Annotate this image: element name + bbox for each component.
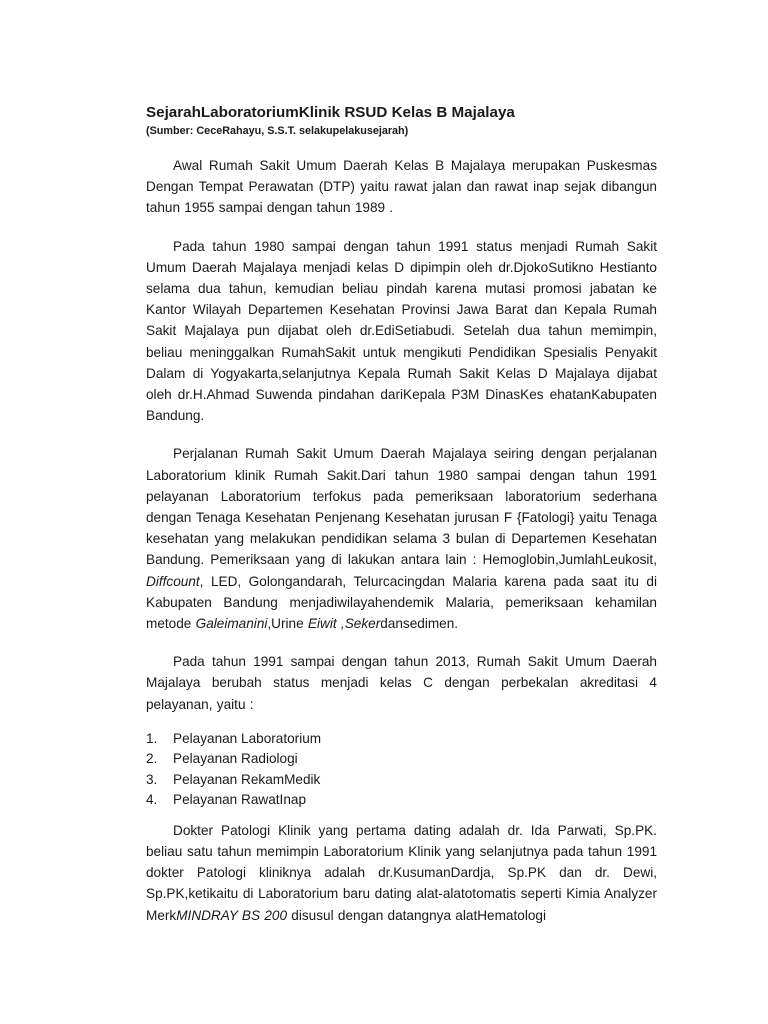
list-item-text: Pelayanan RawatInap <box>173 792 307 808</box>
paragraph-5 <box>146 820 657 926</box>
paragraph-3-text-1: Perjalanan Rumah Sakit Umum Daerah Majalaya seiring dengan perjalanan Laboratorium klinik Rumah Sakit.Dari tahun 1980 sampai dengan tahun 1991 pelayanan Laboratorium terfokus pada pemeriksaan laboratorium sederhana dengan Tenaga Kesehatan Penjenang Kesehatan jurusan F {Fatologi} yaitu Tenaga kesehatan yang melakukan pendidikan selama 3 bulan di Departemen Kesehatan Bandung. Pemeriksaan yang di lakukan antara lain : Hemoglobin,JumlahLeukosit, <box>146 446 657 568</box>
paragraph-3-text-4: dansedimen. <box>380 616 459 632</box>
paragraph-4: Pada tahun 1991 sampai dengan tahun 2013, Rumah Sakit Umum Daerah Majalaya berubah status menjadi kelas C dengan perbekalan akreditasi 4 pelayanan, yaitu : <box>146 654 657 712</box>
list-item-number: 1. <box>146 730 158 746</box>
paragraph-3-italic-2: Galeimanini <box>195 616 268 632</box>
services-list <box>146 729 657 811</box>
document-title: SejarahLaboratoriumKlinik RSUD Kelas B Majalaya <box>146 104 515 121</box>
paragraph-1: Awal Rumah Sakit Umum Daerah Kelas B Majalaya merupakan Puskesmas Dengan Tempat Perawatan (DTP) yaitu rawat jalan dan rawat inap sejak dibangun tahun 1955 sampai dengan tahun 1989 . <box>146 158 657 216</box>
paragraph-3-text-2: , LED, Golongandarah, Telurcacingdan Malaria karena pada saat itu di Kabupaten Bandung menjadiwilayahendemik Malaria, pemeriksaan kehamilan metode <box>146 573 657 632</box>
list-item-text: Pelayanan Radiologi <box>173 751 298 767</box>
list-item <box>146 770 657 791</box>
paragraph-5-italic-1: MINDRAY BS 200 <box>176 907 288 923</box>
paragraph-5-text-1: Dokter Patologi Klinik yang pertama dating adalah dr. Ida Parwati, Sp.PK. beliau satu tahun memimpin Laboratorium Klinik yang selanjutnya pada tahun 1991 dokter Patologi kliniknya adalah dr.KusumanDardja, Sp.PK dan dr. Dewi, Sp.PK,ketikaitu di Laboratorium baru dating alat-alatotomatis seperti Kimia Analyzer Merk <box>146 822 657 923</box>
paragraph-3 <box>146 443 657 634</box>
list-item <box>146 729 657 750</box>
list-item <box>146 790 657 811</box>
paragraph-3-italic-1: Diffcount <box>146 573 200 589</box>
list-item-text: Pelayanan Laboratorium <box>173 730 322 746</box>
list-item-number: 2. <box>146 751 158 767</box>
list-item-number: 4. <box>146 792 158 808</box>
document-source: (Sumber: CeceRahayu, S.S.T. selakupelakusejarah) <box>146 125 409 137</box>
list-item-number: 3. <box>146 771 158 787</box>
paragraph-3-italic-3: Eiwit ,Seker <box>307 616 381 632</box>
paragraph-5-text-2: disusul dengan datangnya alatHematologi <box>287 907 546 923</box>
list-item <box>146 749 657 770</box>
list-item-text: Pelayanan RekamMedik <box>173 771 321 787</box>
paragraph-3-text-3: ,Urine <box>267 616 308 632</box>
paragraph-2: Pada tahun 1980 sampai dengan tahun 1991 status menjadi Rumah Sakit Umum Daerah Majalaya menjadi kelas D dipimpin oleh dr.DjokoSutikno Hestianto selama dua tahun, kemudian beliau pindah karena mutasi promosi jabatan ke Kantor Wilayah Departemen Kesehatan Provinsi Jawa Barat dan Kepala Rumah Sakit Majalaya pun dijabat oleh dr.EdiSetiabudi. Setelah dua tahun memimpin, beliau meninggalkan RumahSakit untuk mengikuti Pendidikan Spesialis Penyakit Dalam di Yogyakarta,selanjutnya Kepala Rumah Sakit Kelas D Majalaya dijabat oleh dr.H.Ahmad Suwenda pindahan dariKepala P3M DinasKes ehatanKabupaten Bandung. <box>146 238 657 424</box>
